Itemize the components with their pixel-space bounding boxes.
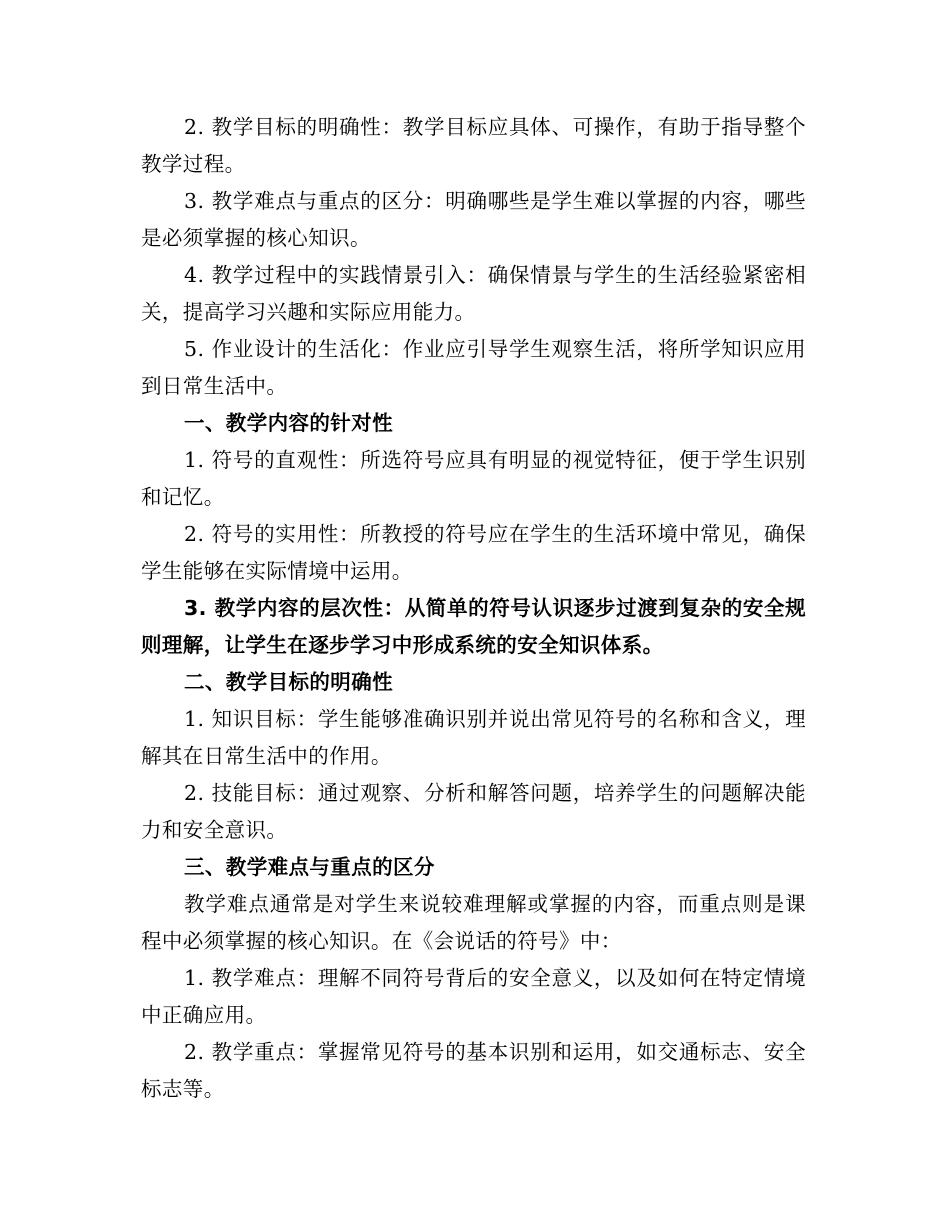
paragraph-teaching-focus: 2. 教学重点：掌握常见符号的基本识别和运用，如交通标志、安全标志等。 [141, 1040, 806, 1101]
paragraph-difficulty-intro: 教学难点通常是对学生来说较难理解或掌握的内容，而重点则是课程中必须掌握的核心知识。在《会说话的符号》中： [141, 892, 806, 953]
paragraph-homework-design: 5. 作业设计的生活化：作业应引导学生观察生活，将所学知识应用到日常生活中。 [141, 337, 806, 398]
paragraph-difficulty-focus: 3. 教学难点与重点的区分：明确哪些是学生难以掌握的内容，哪些是必须掌握的核心知识。 [141, 189, 806, 250]
section-heading-difficulty: 三、教学难点与重点的区分 [184, 855, 435, 879]
paragraph-teaching-difficulty: 1. 教学难点：理解不同符号背后的安全意义，以及如何在特定情境中正确应用。 [141, 966, 806, 1027]
paragraph-goal-clarity: 2. 教学目标的明确性：教学目标应具体、可操作，有助于指导整个教学过程。 [141, 115, 806, 176]
paragraph-symbol-practicality: 2. 符号的实用性：所教授的符号应在学生的生活环境中常见，确保学生能够在实际情境中运用。 [141, 522, 806, 583]
section-heading-goals: 二、教学目标的明确性 [184, 670, 393, 694]
section-heading-content: 一、教学内容的针对性 [184, 411, 393, 435]
paragraph-symbol-intuitiveness: 1. 符号的直观性：所选符号应具有明显的视觉特征，便于学生识别和记忆。 [141, 448, 806, 509]
paragraph-knowledge-goal: 1. 知识目标：学生能够准确识别并说出常见符号的名称和含义，理解其在日常生活中的作用。 [141, 707, 806, 768]
paragraph-content-levels: 3. 教学内容的层次性：从简单的符号认识逐步过渡到复杂的安全规则理解，让学生在逐步学习中形成系统的安全知识体系。 [141, 596, 806, 657]
paragraph-skill-goal: 2. 技能目标：通过观察、分析和解答问题，培养学生的问题解决能力和安全意识。 [141, 781, 806, 842]
document-page [141, 109, 806, 1108]
paragraph-practice-scenario: 4. 教学过程中的实践情景引入：确保情景与学生的生活经验紧密相关，提高学习兴趣和实际应用能力。 [141, 263, 806, 324]
